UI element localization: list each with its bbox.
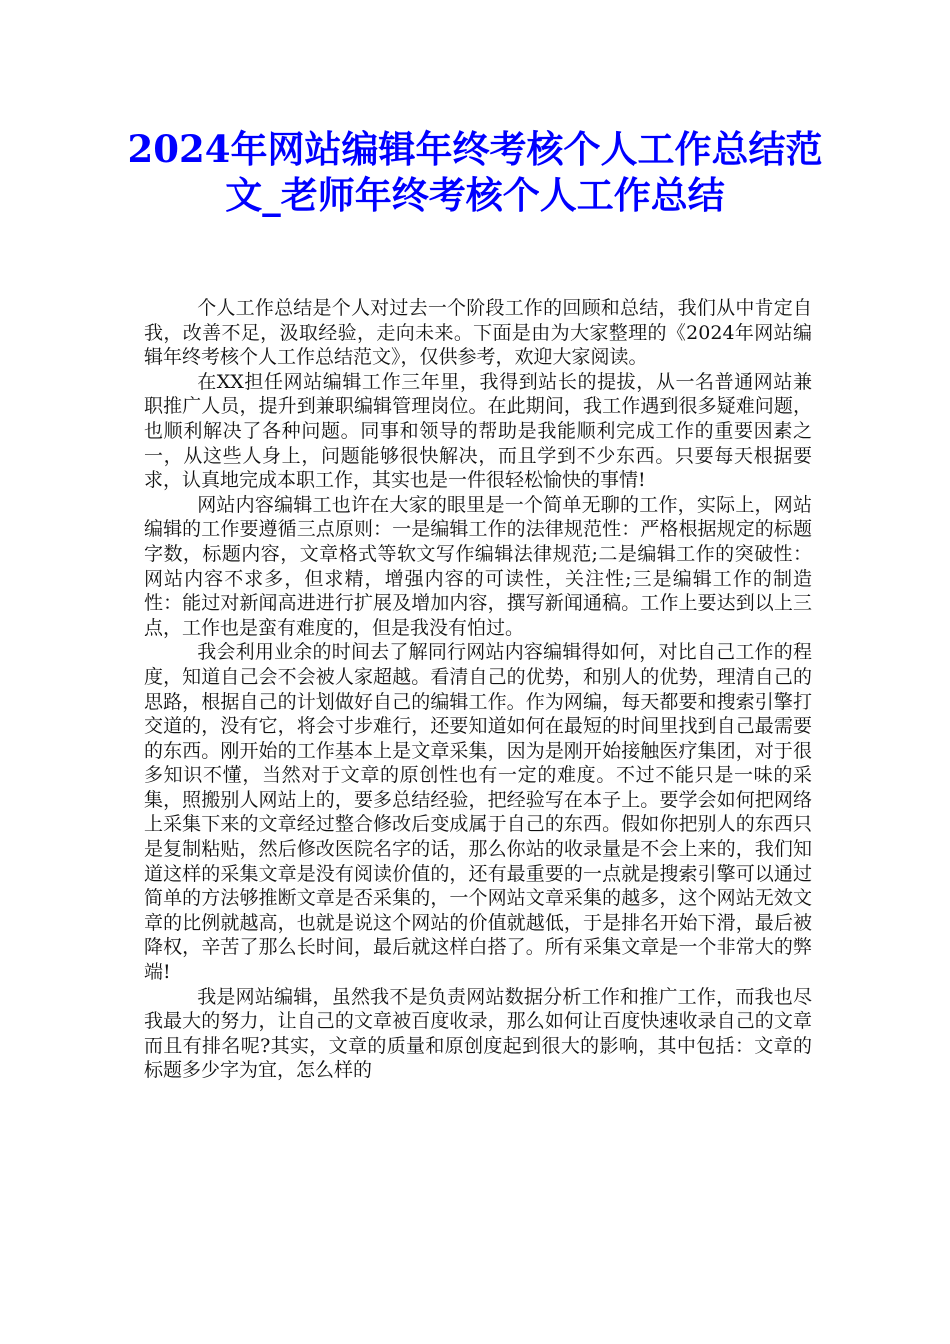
paragraph-principles: 网站内容编辑工也许在大家的眼里是一个简单无聊的工作，实际上，网站编辑的工作要遵循三点原则：一是编辑工作的法律规范性：严格根据规定的标题字数，标题内容，文章格式等软文写作编辑法律规范;二是编辑工作的突破性：网站内容不求多，但求精，增强内容的可读性，关注性;三是编辑工作的制造性：能过对新闻高进进行扩展及增加内容，撰写新闻通稿。工作上要达到以上三点，工作也是蛮有难度的，但是我没有怕过。 xyxy=(144,493,812,639)
paragraph-experience: 在XX担任网站编辑工作三年里，我得到站长的提拔，从一名普通网站兼职推广人员，提升到兼职编辑管理岗位。在此期间，我工作遇到很多疑难问题，也顺利解决了各种问题。同事和领导的帮助是我能顺利完成工作的重要因素之一，从这些人身上，问题能够很快解决，而且学到不少东西。只要每天根据要求，认真地完成本职工作，其实也是一件很轻松愉快的事情! xyxy=(144,370,812,492)
document-body xyxy=(144,296,812,1083)
paragraph-indexing: 我是网站编辑，虽然我不是负责网站数据分析工作和推广工作，而我也尽我最大的努力，让自己的文章被百度收录，那么如何让百度快速收录自己的文章而且有排名呢?其实，文章的质量和原创度起到很大的影响，其中包括：文章的标题多少字为宜，怎么样的 xyxy=(144,985,812,1082)
paragraph-collection: 我会利用业余的时间去了解同行网站内容编辑得如何，对比自己工作的程度，知道自己会不会被人家超越。看清自己的优势，和别人的优势，理清自己的思路，根据自己的计划做好自己的编辑工作。作为网编，每天都要和搜索引擎打交道的，没有它，将会寸步难行，还要知道如何在最短的时间里找到自己最需要的东西。刚开始的工作基本上是文章采集，因为是刚开始接触医疗集团，对于很多知识不懂，当然对于文章的原创性也有一定的难度。不过不能只是一味的采集，照搬别人网站上的，要多总结经验，把经验写在本子上。要学会如何把网络上采集下来的文章经过整合修改后变成属于自己的东西。假如你把别人的东西只是复制粘贴，然后修改医院名字的话，那么你站的收录量是不会上来的，我们知道这样的采集文章是没有阅读价值的，还有最重要的一点就是搜索引擎可以通过简单的方法够推断文章是否采集的，一个网站文章采集的越多，这个网站无效文章的比例就越高，也就是说这个网站的价值就越低，于是排名开始下滑，最后被降权，辛苦了那么长时间，最后就这样白搭了。所有采集文章是一个非常大的弊端! xyxy=(144,641,812,984)
paragraph-intro: 个人工作总结是个人对过去一个阶段工作的回顾和总结，我们从中肯定自我，改善不足，汲取经验，走向未来。下面是由为大家整理的《2024年网站编辑年终考核个人工作总结范文》，仅供参考，欢迎大家阅读。 xyxy=(144,297,812,369)
document-title: 2024年网站编辑年终考核个人工作总结范文_老师年终考核个人工作总结 xyxy=(127,127,823,217)
